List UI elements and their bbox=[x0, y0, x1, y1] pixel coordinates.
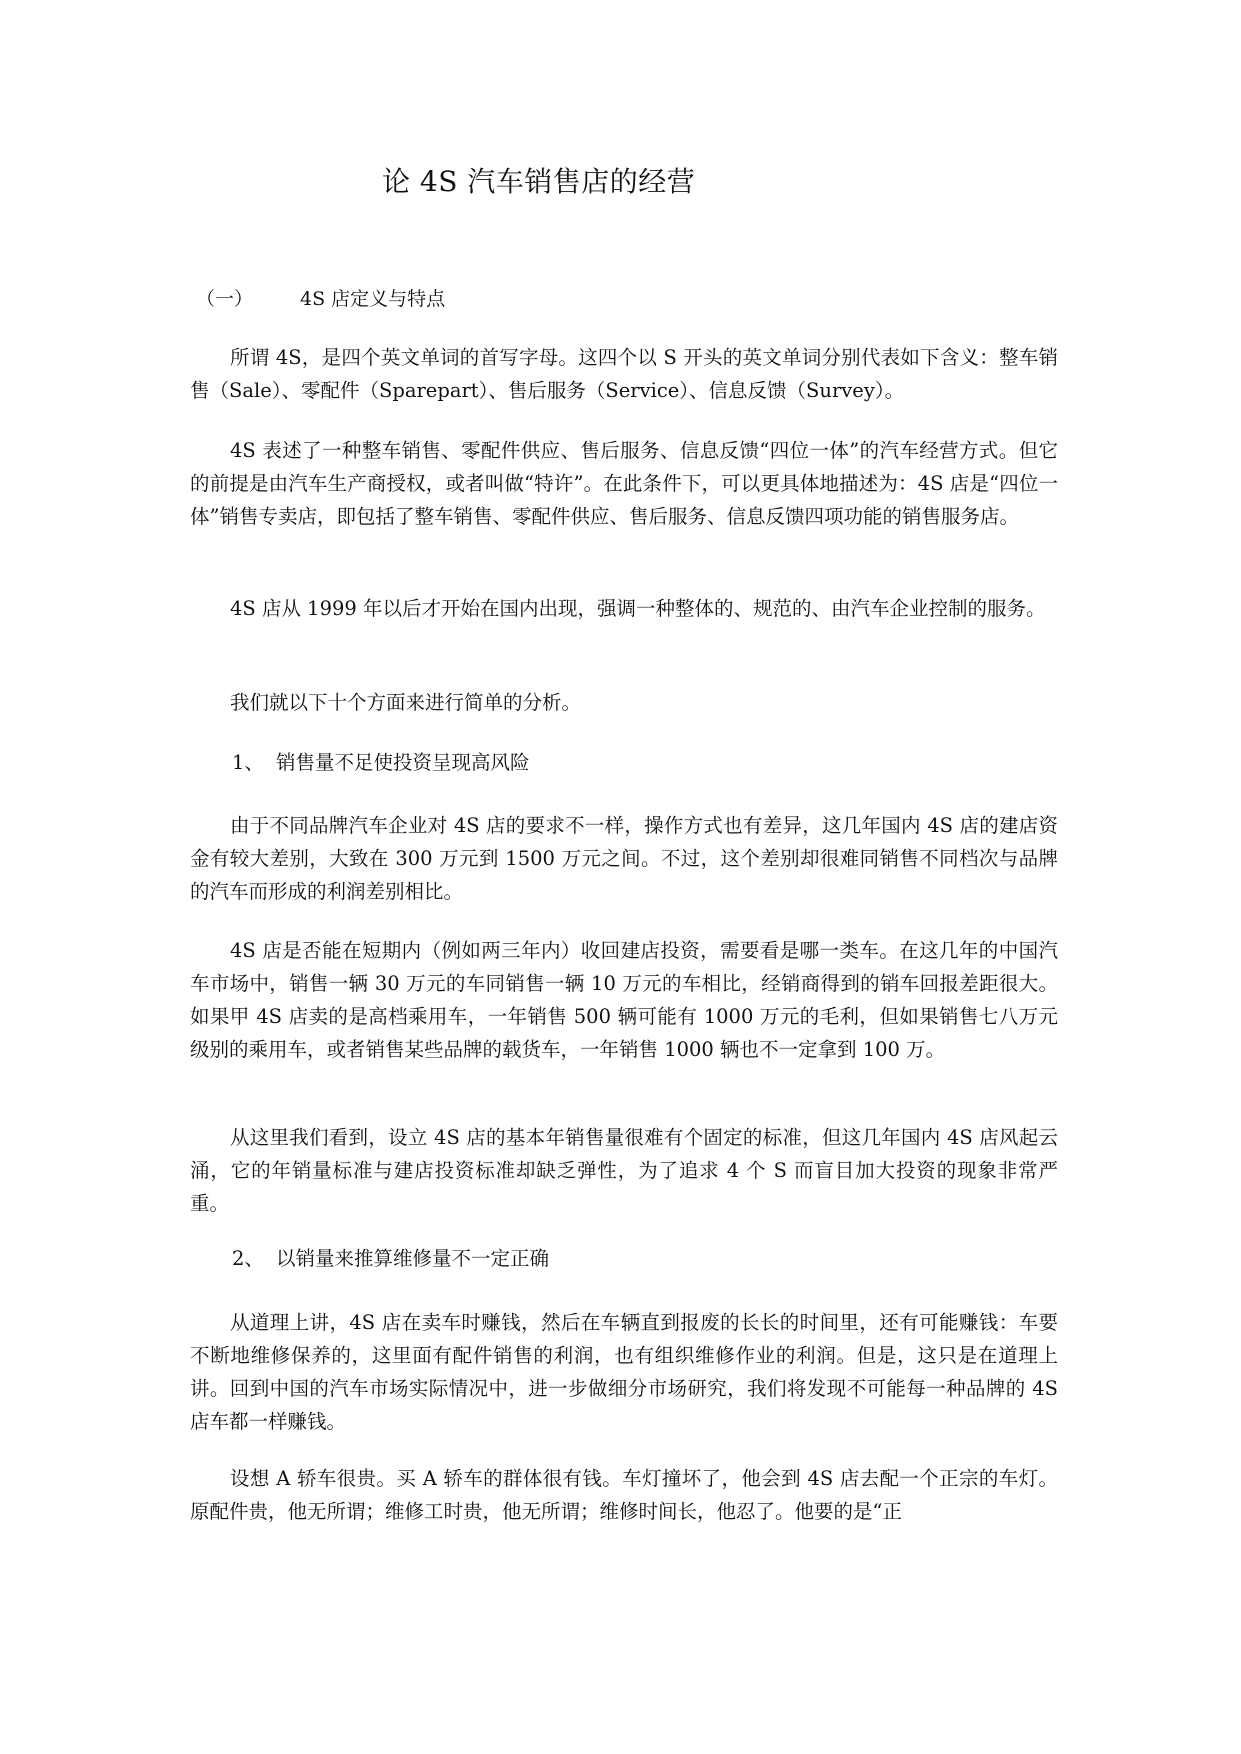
paragraph-4s-history: 4S 店从 1999 年以后才开始在国内出现，强调一种整体的、规范的、由汽车企业控制的服务。 bbox=[230, 597, 1046, 620]
section-label: 4S 店定义与特点 bbox=[300, 288, 446, 310]
paragraph-analysis-intro: 我们就以下十个方面来进行简单的分析。 bbox=[230, 691, 582, 714]
section-number: （一） bbox=[196, 288, 254, 310]
point-heading-2 bbox=[232, 1244, 549, 1274]
paragraph-sales-standard: 从这里我们看到，设立 4S 店的基本年销售量很难有个固定的标准，但这几年国内 4S 店风起云涌，它的年销量标准与建店投资标准却缺乏弹性，为了追求 4 个 S 而盲目加大投资的现象非常严重。 bbox=[190, 1126, 1058, 1215]
section-heading-1 bbox=[196, 284, 445, 314]
paragraph-payback-period: 4S 店是否能在短期内（例如两三年内）收回建店投资，需要看是哪一类车。在这几年的中国汽车市场中，销售一辆 30 万元的车同销售一辆 10 万元的车相比，经销商得到的销车回报差距很大。如果甲 4S 店卖的是高档乘用车，一年销售 500 辆可能有 1000 万元的毛利，但如果销售七八万元级别的乘用车，或者销售某些品牌的载货车，一年销售 1000 辆也不一定拿到 100 万。 bbox=[190, 939, 1058, 1061]
point-label: 以销量来推算维修量不一定正确 bbox=[276, 1247, 550, 1270]
paragraph-maintenance-profit: 从道理上讲，4S 店在卖车时赚钱，然后在车辆直到报废的长长的时间里，还有可能赚钱：车要不断地维修保养的，这里面有配件销售的利润，也有组织维修作业的利润。但是，这只是在道理上讲。回到中国的汽车市场实际情况中，进一步做细分市场研究，我们将发现不可能每一种品牌的 4S 店车都一样赚钱。 bbox=[190, 1311, 1058, 1433]
point-number: 2、 bbox=[232, 1247, 264, 1270]
point-number: 1、 bbox=[232, 751, 264, 774]
point-heading-1 bbox=[232, 748, 530, 778]
point-label: 销售量不足使投资呈现高风险 bbox=[276, 751, 530, 774]
paragraph-investment-difference: 由于不同品牌汽车企业对 4S 店的要求不一样，操作方式也有差异，这几年国内 4S 店的建店资金有较大差别，大致在 300 万元到 1500 万元之间。不过，这个差别却很难同销售不同档次与品牌的汽车而形成的利润差别相比。 bbox=[190, 814, 1058, 903]
paragraph-4s-meaning: 所谓 4S，是四个英文单词的首写字母。这四个以 S 开头的英文单词分别代表如下含义：整车销售（Sale）、零配件（Sparepart）、售后服务（Service）、信息反馈（Survey）。 bbox=[190, 346, 1058, 402]
document-title: 论 4S 汽车销售店的经营 bbox=[382, 165, 696, 198]
paragraph-car-a-example: 设想 A 轿车很贵。买 A 轿车的群体很有钱。车灯撞坏了，他会到 4S 店去配一个正宗的车灯。原配件贵，他无所谓；维修工时贵，他无所谓；维修时间长，他忍了。他要的是“正 bbox=[190, 1467, 1058, 1523]
paragraph-4s-description: 4S 表述了一种整车销售、零配件供应、售后服务、信息反馈“四位一体”的汽车经营方式。但它的前提是由汽车生产商授权，或者叫做“特许”。在此条件下，可以更具体地描述为：4S 店是“四位一体”销售专卖店，即包括了整车销售、零配件供应、售后服务、信息反馈四项功能的销售服务店。 bbox=[190, 439, 1058, 528]
